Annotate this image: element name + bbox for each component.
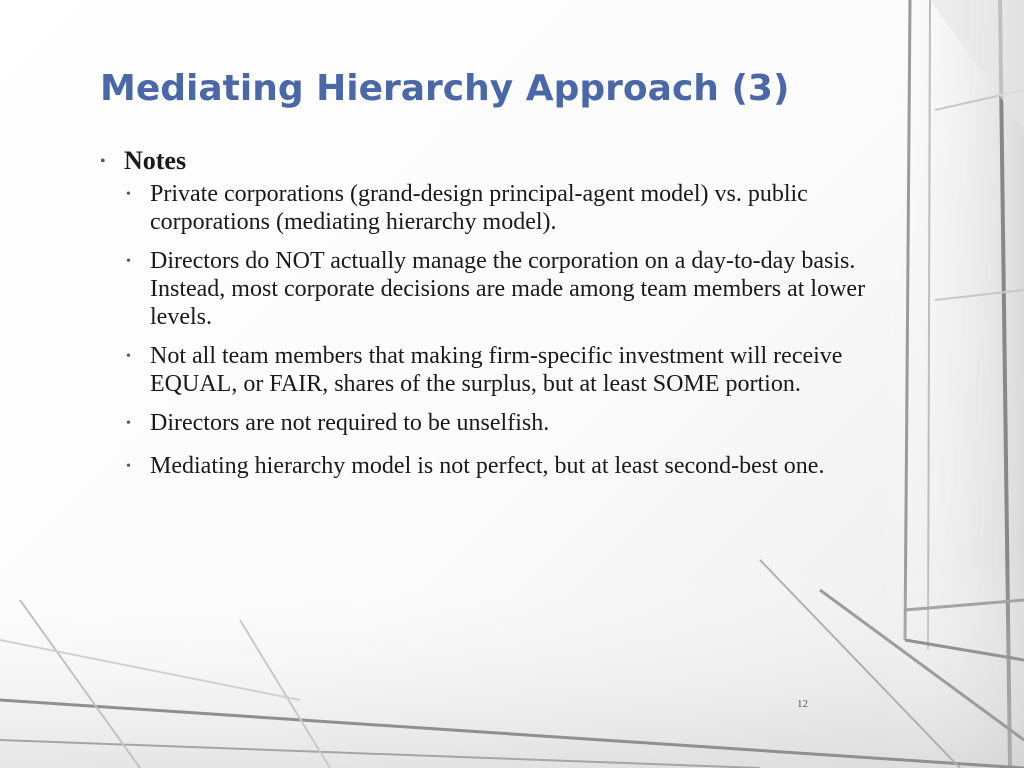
bullet-dot: • [100,153,106,170]
sub-bullet [126,452,886,484]
bullet-dot: • [126,187,131,202]
sub-bullet-text: Directors do NOT actually manage the corporation on a day-to-day basis. Instead, most corporate decisions are made among team members at lower levels. [150,248,866,330]
slide-title: Mediating Hierarchy Approach (3) [100,68,790,109]
bullet-dot: • [126,254,131,269]
bullet-dot: • [126,349,131,364]
sub-bullet [126,180,886,236]
sub-bullet [126,409,886,441]
sub-bullet-text: Private corporations (grand-design principal-agent model) vs. public corporations (mediating hierarchy model). [150,181,808,235]
sub-bullet [126,247,886,331]
sub-bullet-text: Directors are not required to be unselfish. [150,410,550,436]
sub-bullet-text: Not all team members that making firm-specific investment will receive EQUAL, or FAIR, shares of the surplus, but at least SOME portion. [150,343,843,397]
bullet-notes [100,146,900,176]
page-number: 12 [797,698,808,710]
bullet-dot: • [126,416,131,431]
bullet-list [100,146,900,495]
sub-bullet-text: Mediating hierarchy model is not perfect, but at least second-best one. [150,453,825,479]
sub-bullet [126,342,886,398]
bullet-label: Notes [124,146,187,175]
bullet-dot: • [126,459,131,474]
